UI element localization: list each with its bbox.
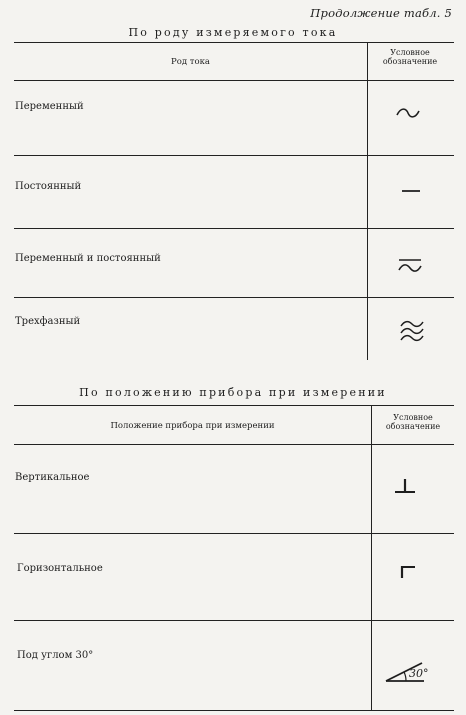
section1-header-right: [370, 48, 450, 66]
table-row-label: Под углом 30°: [17, 650, 94, 661]
section2-header-right-line2: обозначение: [385, 422, 441, 431]
section2-header-rule: [14, 444, 454, 445]
table-row-label: Постоянный: [15, 181, 82, 192]
angle-symbol-label: 30°: [409, 667, 429, 680]
table-row-label: Трехфазный: [15, 316, 81, 327]
section1-row-rule: [14, 228, 454, 229]
section1-header-right-line2: обозначение: [382, 57, 438, 66]
section2-header-right: [373, 413, 453, 431]
section2-title: По положению прибора при измерении: [79, 386, 387, 399]
section1-header-left: Род тока: [171, 57, 210, 67]
section1-row-rule: [14, 155, 454, 156]
alternating-current-symbol: [396, 106, 420, 120]
section2-column-divider: [371, 405, 372, 710]
vertical-position-symbol: [393, 476, 417, 496]
section1-row-rule: [14, 297, 454, 298]
section2-table-top-rule: [14, 405, 454, 406]
angle-position-symbol: [384, 655, 436, 685]
table-row-label: Переменный и постоянный: [15, 253, 161, 264]
table-row-label: Вертикальное: [15, 472, 90, 483]
section1-table-top-rule: [14, 42, 454, 43]
section2-header-left: Положение прибора при измерении: [110, 421, 275, 431]
horizontal-position-symbol: [399, 564, 417, 580]
table-row-label: Горизонтальное: [17, 563, 103, 574]
three-phase-symbol: [399, 318, 425, 344]
section1-title: По роду измеряемого тока: [128, 26, 338, 39]
section2-table-bottom-rule: [14, 710, 454, 711]
section2-header-right-line1: Условное: [393, 413, 433, 422]
section2-row-rule: [14, 533, 454, 534]
ac-dc-symbol: [397, 257, 423, 275]
section1-header-rule: [14, 80, 454, 81]
section1-column-divider: [367, 42, 368, 360]
direct-current-symbol: [401, 188, 421, 194]
section2-row-rule: [14, 620, 454, 621]
section1-header-right-line1: Условное: [390, 48, 430, 57]
table-row-label: Переменный: [15, 101, 84, 112]
continuation-label: Продолжение табл. 5: [310, 6, 452, 20]
